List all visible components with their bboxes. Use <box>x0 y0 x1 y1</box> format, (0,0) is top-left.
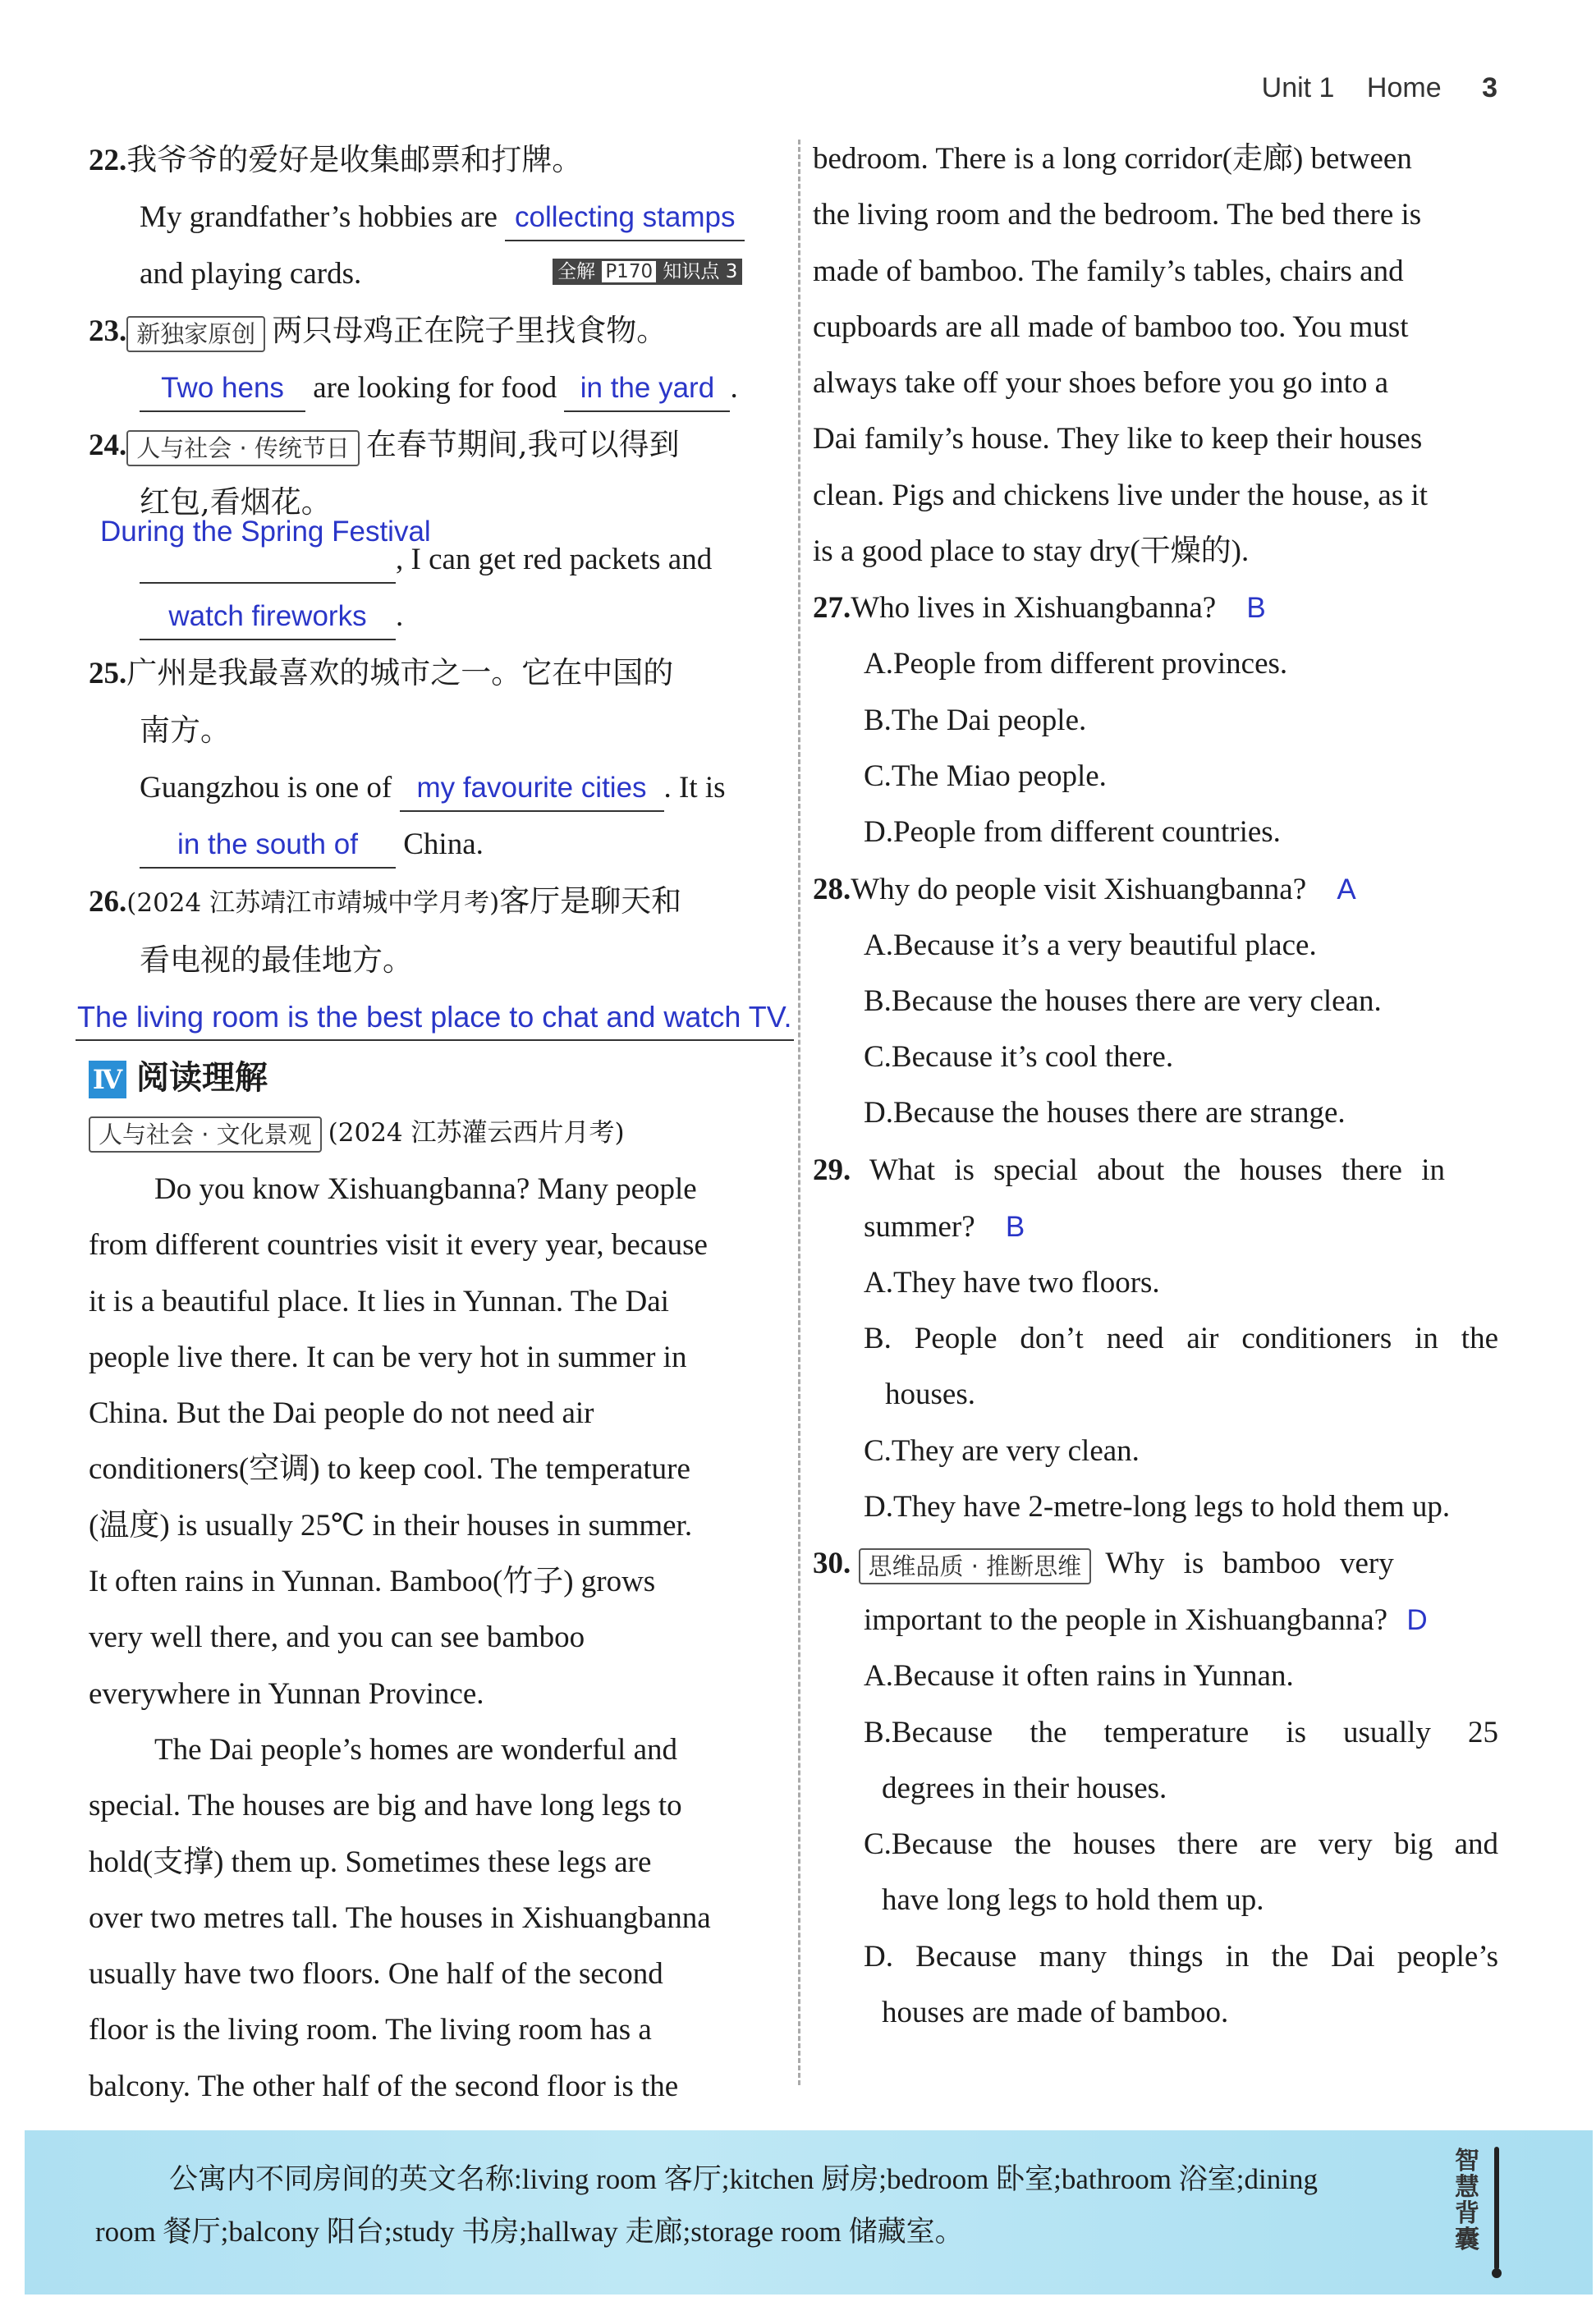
category-tag: 人与社会 · 文化景观 <box>89 1116 322 1153</box>
left-column <box>77 131 792 2115</box>
answer-blank[interactable]: in the yard <box>564 366 730 412</box>
passage-line: made of bamboo. The family’s tables, chairs and <box>813 254 1404 288</box>
question-number: 29. <box>813 1153 851 1187</box>
section-number-badge: Ⅳ <box>89 1061 126 1098</box>
right-column <box>813 131 1498 2041</box>
question-stem: important to the people in Xishuangbanna? <box>864 1603 1388 1638</box>
answer-blank[interactable]: The living room is the best place to chat and watch TV. <box>76 995 794 1041</box>
answer-option: B.Because the temperature is usually 25 <box>864 1715 1498 1749</box>
question-text: China. <box>403 828 484 861</box>
question-stem: Why do people visit Xishuangbanna? <box>851 872 1307 906</box>
page-header <box>1237 72 1497 104</box>
passage-line: It often rains in Yunnan. Bamboo(竹子) grows <box>89 1565 656 1599</box>
answer-option: D.Because the houses there are strange. <box>864 1096 1346 1130</box>
passage-line: from different countries visit it every year, because <box>89 1228 708 1263</box>
question-text: and playing cards. <box>140 257 362 291</box>
options-list <box>813 1255 1498 1535</box>
question-30 <box>813 1535 1498 2041</box>
passage-line: The Dai people’s homes are wonderful and <box>154 1732 678 1767</box>
question-25 <box>89 644 778 873</box>
answer-blank[interactable]: collecting stamps <box>505 195 745 241</box>
answer-blank[interactable]: in the south of <box>140 823 396 869</box>
reference-badge: 全解 P170 知识点 3 <box>553 259 742 285</box>
category-tag: 新独家原创 <box>126 316 265 352</box>
passage-line: hold(支撑) them up. Sometimes these legs are <box>89 1845 652 1879</box>
question-text: Guangzhou is one of <box>140 771 392 805</box>
answer-option: C.They are very clean. <box>864 1433 1140 1468</box>
tip-line: 公寓内不同房间的英文名称:living room 客厅;kitchen 厨房;bedroom 卧室;bathroom 浴室;dining <box>169 2163 1318 2195</box>
question-29 <box>813 1142 1498 1535</box>
source-note: (2024 江苏靖江市靖城中学月考) <box>126 888 500 918</box>
answer-text: During the Spring Festival <box>100 516 431 548</box>
unit-title: Home <box>1366 72 1442 103</box>
options-list <box>813 636 1498 860</box>
question-chinese: 南方。 <box>140 713 231 748</box>
category-tag: 思维品质 · 推断思维 <box>859 1548 1092 1584</box>
answer-blank[interactable]: my favourite cities <box>400 766 664 812</box>
passage-line: conditioners(空调) to keep cool. The temperature <box>89 1452 690 1487</box>
reading-passage-continued <box>813 131 1498 580</box>
passage-line: bedroom. There is a long corridor(走廊) between <box>813 142 1412 176</box>
question-stem: What is special about the houses there in <box>869 1153 1445 1187</box>
page-number: 3 <box>1482 72 1497 103</box>
answer-option: have long legs to hold them up. <box>882 1883 1264 1918</box>
passage-line: always take off your shoes before you go into a <box>813 366 1389 401</box>
answer-option: A.Because it’s a very beautiful place. <box>864 928 1317 962</box>
question-28 <box>813 861 1498 1142</box>
question-chinese: 广州是我最喜欢的城市之一。它在中国的 <box>126 655 674 690</box>
answer-mark: D <box>1406 1604 1428 1637</box>
question-stem: Why is bamboo very <box>1105 1547 1394 1581</box>
answer-mark: A <box>1337 873 1356 905</box>
section-heading <box>89 1052 778 1103</box>
answer-option: C.The Miao people. <box>864 759 1107 793</box>
answer-blank[interactable]: Two hens <box>140 366 305 412</box>
answer-option: D. Because many things in the Dai people’s <box>864 1939 1498 1974</box>
question-chinese: 两只母鸡正在院子里找食物。 <box>272 313 667 348</box>
answer-option: B.Because the houses there are very clean. <box>864 983 1382 1018</box>
answer-option: A.Because it often rains in Yunnan. <box>864 1659 1294 1694</box>
passage-line: cupboards are all made of bamboo too. You must <box>813 309 1409 344</box>
section-title: 阅读理解 <box>136 1059 268 1097</box>
answer-mark: B <box>1246 592 1266 625</box>
reading-passage <box>89 1162 778 2115</box>
question-chinese: 红包,看烟花。 <box>140 484 332 520</box>
question-number: 24. <box>89 429 127 462</box>
passage-line: China. But the Dai people do not need air <box>89 1396 594 1431</box>
options-list <box>813 1648 1498 2041</box>
category-tag: 人与社会 · 传统节日 <box>126 430 360 466</box>
answer-option: C.Because it’s cool there. <box>864 1040 1174 1075</box>
question-number: 25. <box>89 657 127 690</box>
question-text: My grandfather’s hobbies are <box>140 200 498 234</box>
answer-mark: B <box>1005 1210 1025 1243</box>
passage-line: it is a beautiful place. It lies in Yunnan. The Dai <box>89 1284 669 1318</box>
answer-option: A.They have two floors. <box>864 1265 1160 1300</box>
question-23: 23. 新独家原创 两只母鸡正在院子里找食物。 Two hens are looking for food in the yard . <box>89 302 778 416</box>
tip-box-bar <box>1494 2147 1499 2270</box>
passage-line: clean. Pigs and chickens live under the house, as it <box>813 478 1429 512</box>
question-number: 27. <box>813 591 851 626</box>
question-27 <box>813 580 1498 860</box>
tip-box <box>25 2130 1593 2295</box>
question-number: 23. <box>89 314 127 348</box>
question-stem: Who lives in Xishuangbanna? <box>851 591 1217 626</box>
question-chinese: 我爷爷的爱好是收集邮票和打牌。 <box>126 142 583 177</box>
passage-line: everywhere in Yunnan Province. <box>89 1676 484 1711</box>
answer-option: D.They have 2-metre-long legs to hold them up. <box>864 1489 1451 1524</box>
passage-line: usually have two floors. One half of the second <box>89 1957 663 1992</box>
answer-option: B. People don’t need air conditioners in the <box>864 1322 1498 1356</box>
question-number: 28. <box>813 872 851 906</box>
question-text: , I can get red packets and <box>396 543 713 576</box>
passage-line: special. The houses are big and have long legs to <box>89 1789 682 1823</box>
question-26 <box>77 873 792 1046</box>
answer-option: degrees in their houses. <box>882 1771 1167 1805</box>
answer-option: D.People from different countries. <box>864 815 1281 850</box>
answer-blank[interactable]: watch fireworks <box>140 594 396 640</box>
tip-line: room 餐厅;balcony 阳台;study 书房;hallway 走廊;storage room 储藏室。 <box>95 2216 964 2248</box>
tip-box-label: 智 慧 背 囊 <box>1455 2147 1479 2254</box>
question-number: 26. <box>89 885 127 919</box>
question-chinese: 在春节期间,我可以得到 <box>365 427 680 462</box>
passage-line: is a good place to stay dry(干燥的). <box>813 534 1250 569</box>
answer-option: B.The Dai people. <box>864 703 1087 737</box>
column-divider <box>798 140 800 2085</box>
source-note: (2024 江苏灌云西片月考) <box>328 1118 625 1148</box>
tip-text <box>95 2153 1433 2258</box>
question-number: 22. <box>89 144 127 177</box>
answer-option: A.People from different provinces. <box>864 647 1288 681</box>
question-24: 24. 人与社会 · 传统节日 在春节期间,我可以得到 红包,看烟花。 , I can get red packets and During the Spring Festival watch fireworks . <box>89 416 778 644</box>
question-stem: summer? <box>864 1209 975 1244</box>
question-chinese: 客厅是聊天和 <box>499 883 682 919</box>
options-list <box>813 918 1498 1142</box>
passage-line: balcony. The other half of the second floor is the <box>89 2069 679 2103</box>
passage-line: the living room and the bedroom. The bed there is <box>813 198 1422 232</box>
question-chinese: 看电视的最佳地方。 <box>140 942 413 978</box>
answer-option: houses. <box>885 1378 975 1412</box>
passage-line: very well there, and you can see bamboo <box>89 1621 585 1655</box>
passage-line: people live there. It can be very hot in summer in <box>89 1340 687 1374</box>
question-22 <box>89 131 778 302</box>
passage-line: Do you know Xishuangbanna? Many people <box>154 1172 697 1206</box>
passage-line: over two metres tall. The houses in Xishuangbanna <box>89 1900 711 1935</box>
passage-line: Dai family’s house. They like to keep their houses <box>813 422 1423 456</box>
answer-option: C.Because the houses there are very big and <box>864 1827 1498 1862</box>
passage-line: floor is the living room. The living room has a <box>89 2013 652 2047</box>
question-text: are looking for food <box>313 371 557 405</box>
passage-line: (温度) is usually 25℃ in their houses in summer. <box>89 1508 693 1543</box>
tip-box-bar-dot <box>1492 2268 1502 2278</box>
question-text: . It is <box>663 771 726 805</box>
question-number: 30. <box>813 1547 851 1581</box>
answer-option: houses are made of bamboo. <box>882 1996 1229 2030</box>
unit-label: Unit 1 <box>1261 72 1335 103</box>
